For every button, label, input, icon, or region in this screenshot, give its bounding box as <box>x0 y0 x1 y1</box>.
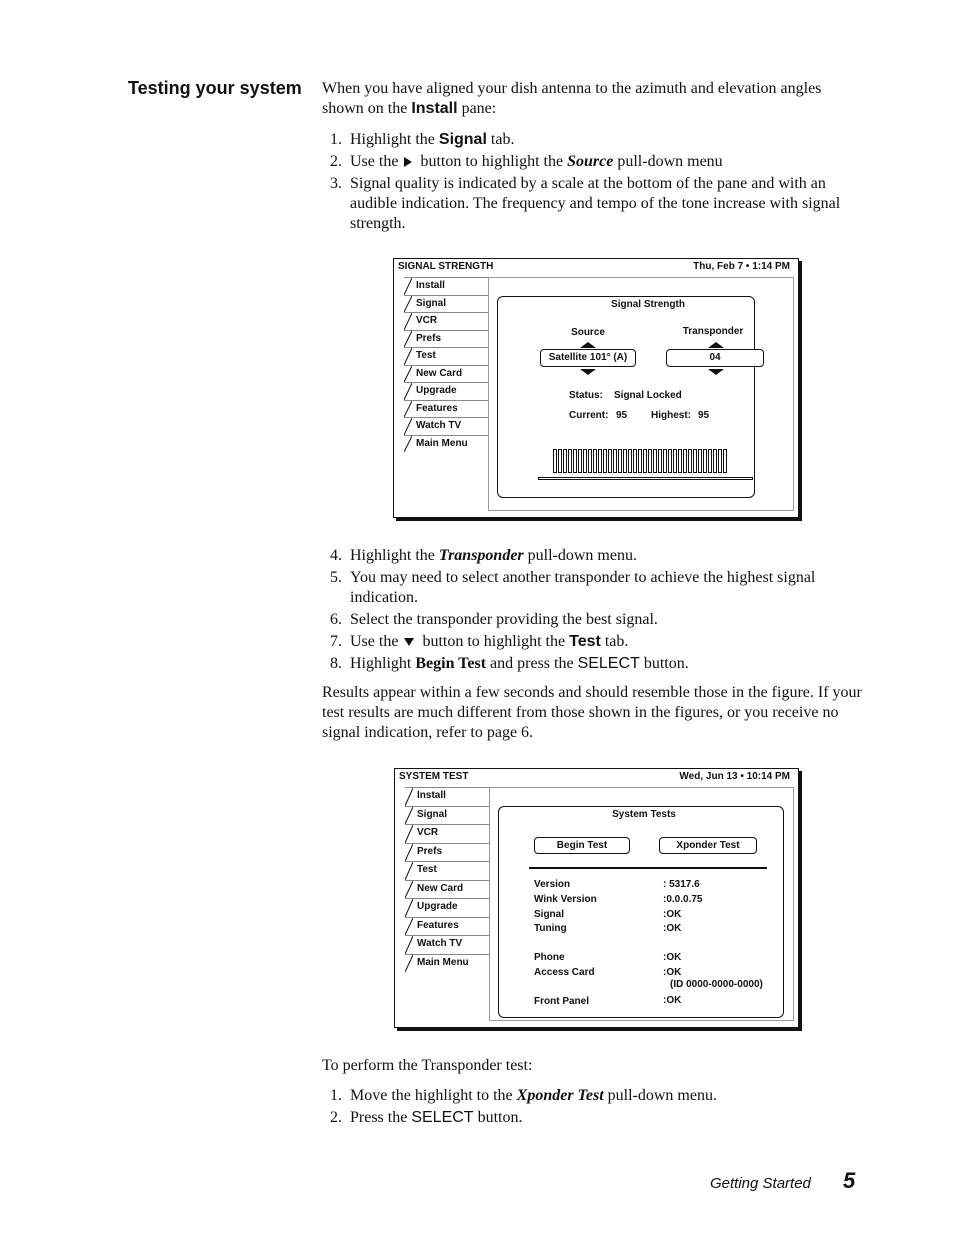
system-test-screen <box>394 768 799 1028</box>
result-label: Access Card <box>534 967 595 978</box>
meter-bar <box>708 449 712 473</box>
xponder-test-button[interactable]: Xponder Test <box>659 837 757 854</box>
tab-vcr[interactable]: VCR <box>404 312 488 330</box>
meter-bar <box>623 449 627 473</box>
up-arrow-icon <box>580 342 596 348</box>
meter-bar <box>683 449 687 473</box>
meter-bar <box>703 449 707 473</box>
results-paragraph: Results appear within a few seconds and should resemble those in the figure. If your test results are much different from those shown in the figures, or you receive no signal indication, refer to page 6. <box>322 684 862 741</box>
meter-bar <box>578 449 582 473</box>
meter-bar <box>723 449 727 473</box>
tab-main-menu[interactable]: Main Menu <box>404 435 488 453</box>
transponder-label: Transponder <box>682 326 744 337</box>
tab-list <box>404 277 488 452</box>
pane-frame <box>489 787 794 1021</box>
meter-bar <box>618 449 622 473</box>
meter-bar <box>643 449 647 473</box>
meter-bar <box>553 449 557 473</box>
result-value: : 5317.6 <box>663 879 700 890</box>
signal-meter <box>553 449 727 473</box>
steps-list-b <box>322 546 867 676</box>
tab-test[interactable]: Test <box>404 347 488 365</box>
tab-list <box>405 787 489 972</box>
section-heading: Testing your system <box>128 78 302 98</box>
step-6: 6. Select the transponder providing the best signal. <box>330 611 658 628</box>
down-arrow-icon <box>580 369 596 375</box>
result-value: :OK <box>663 995 682 1006</box>
meter-bar <box>573 449 577 473</box>
result-value: :OK <box>663 967 682 978</box>
result-label: Phone <box>534 952 565 963</box>
result-value: :OK <box>663 909 682 920</box>
system-tests-pane <box>498 806 784 1018</box>
step-4: 4. Highlight the Transponder pull-down menu. <box>330 547 637 564</box>
result-label: Wink Version <box>534 894 597 905</box>
meter-bar <box>648 449 652 473</box>
result-value: :OK <box>663 952 682 963</box>
step-3: 3. Signal quality is indicated by a scale at the bottom of the pane and with an audible indication. The frequency and tempo of the tone increase with signal strength. <box>330 175 841 232</box>
current-label: Current: <box>569 410 609 421</box>
access-card-id: (ID 0000-0000-0000) <box>670 979 763 990</box>
tab-signal[interactable]: Signal <box>404 295 488 313</box>
up-arrow-icon <box>708 342 724 348</box>
intro-paragraph: When you have aligned your dish antenna to the azimuth and elevation angles shown on the Install pane: <box>322 80 822 117</box>
tab-prefs[interactable]: Prefs <box>404 330 488 348</box>
tab-test[interactable]: Test <box>405 861 489 880</box>
result-label: Signal <box>534 909 565 920</box>
tab-new-card[interactable]: New Card <box>405 880 489 899</box>
meter-bar <box>713 449 717 473</box>
signal-strength-screen <box>393 258 799 518</box>
result-label: Tuning <box>534 923 567 934</box>
highest-label: Highest: <box>651 410 691 421</box>
meter-bar <box>718 449 722 473</box>
begin-test-button[interactable]: Begin Test <box>534 837 630 854</box>
current-value: 95 <box>616 410 628 421</box>
meter-bar <box>673 449 677 473</box>
tab-signal[interactable]: Signal <box>405 806 489 825</box>
xponder-step-1: 1. Move the highlight to the Xponder Test pull-down menu. <box>330 1087 717 1104</box>
meter-bar <box>608 449 612 473</box>
meter-bar <box>603 449 607 473</box>
meter-bar <box>568 449 572 473</box>
meter-bar <box>688 449 692 473</box>
screen-title: SYSTEM TEST <box>399 771 469 782</box>
tab-new-card[interactable]: New Card <box>404 365 488 383</box>
transponder-pulldown[interactable]: 04 <box>666 349 764 367</box>
steps-list-c <box>322 1086 867 1130</box>
meter-bar <box>663 449 667 473</box>
tab-install[interactable]: Install <box>404 277 488 295</box>
tab-upgrade[interactable]: Upgrade <box>405 898 489 917</box>
divider <box>529 867 767 869</box>
tab-main-menu[interactable]: Main Menu <box>405 954 489 973</box>
screen-date: Wed, Jun 13 • 10:14 PM <box>679 771 790 782</box>
tab-features[interactable]: Features <box>404 400 488 418</box>
meter-bar <box>598 449 602 473</box>
footer-section: Getting Started <box>710 1175 811 1192</box>
tab-vcr[interactable]: VCR <box>405 824 489 843</box>
tab-watch-tv[interactable]: Watch TV <box>405 935 489 954</box>
tab-features[interactable]: Features <box>405 917 489 936</box>
result-label: Version <box>534 879 571 890</box>
source-pulldown[interactable]: Satellite 101° (A) <box>540 349 636 367</box>
page-number: 5 <box>843 1168 856 1193</box>
screen-title: SIGNAL STRENGTH <box>398 261 494 272</box>
screen-date: Thu, Feb 7 • 1:14 PM <box>693 261 790 272</box>
source-label: Source <box>571 327 605 338</box>
down-arrow-icon <box>708 369 724 375</box>
pane-title: Signal Strength <box>611 299 685 310</box>
down-arrow-icon <box>404 638 414 646</box>
meter-bar <box>678 449 682 473</box>
meter-bar <box>668 449 672 473</box>
meter-baseline <box>538 477 753 480</box>
meter-bar <box>593 449 597 473</box>
tab-install[interactable]: Install <box>405 787 489 806</box>
tab-watch-tv[interactable]: Watch TV <box>404 417 488 435</box>
meter-bar <box>558 449 562 473</box>
step-8: 8. Highlight Begin Test and press the SELECT button. <box>330 655 689 672</box>
meter-bar <box>693 449 697 473</box>
meter-bar <box>658 449 662 473</box>
highest-value: 95 <box>698 410 710 421</box>
result-value: :OK <box>663 923 682 934</box>
meter-bar <box>613 449 617 473</box>
meter-bar <box>588 449 592 473</box>
meter-bar <box>628 449 632 473</box>
meter-bar <box>563 449 567 473</box>
pane-title: System Tests <box>612 809 676 820</box>
status-value: Signal Locked <box>614 390 682 401</box>
meter-bar <box>653 449 657 473</box>
signal-pane <box>497 296 755 498</box>
tab-prefs[interactable]: Prefs <box>405 843 489 862</box>
right-arrow-icon <box>404 157 412 167</box>
meter-bar <box>633 449 637 473</box>
meter-bar <box>698 449 702 473</box>
step-7: 7. Use the button to highlight the Test tab. <box>330 633 629 650</box>
status-label: Status: <box>569 390 603 401</box>
xponder-step-2: 2. Press the SELECT button. <box>330 1109 523 1126</box>
step-1: 1. Highlight the Signal tab. <box>330 131 515 148</box>
pane-frame <box>488 277 794 511</box>
result-label: Front Panel <box>534 996 590 1007</box>
tab-upgrade[interactable]: Upgrade <box>404 382 488 400</box>
transponder-intro: To perform the Transponder test: <box>322 1057 533 1074</box>
meter-bar <box>638 449 642 473</box>
meter-bar <box>583 449 587 473</box>
result-value: :0.0.0.75 <box>663 894 703 905</box>
step-5: 5. You may need to select another transponder to achieve the highest signal indication. <box>330 569 816 606</box>
step-2: 2. Use the button to highlight the Source pull-down menu <box>330 153 723 170</box>
steps-list-a <box>322 130 867 236</box>
